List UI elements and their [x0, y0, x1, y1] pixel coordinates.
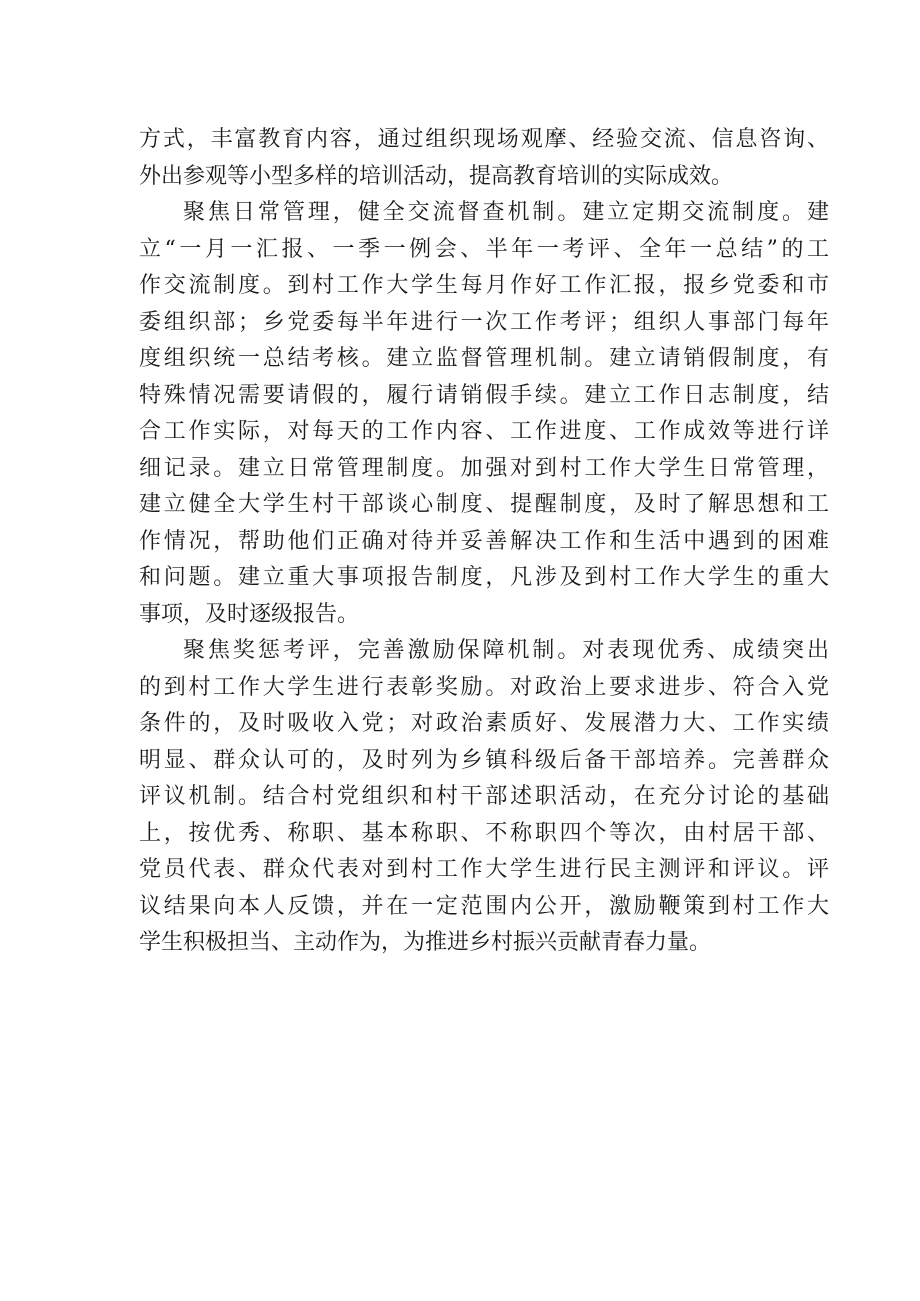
- text-line: 条件的，及时吸收入党；对政治素质好、发展潜力大、工作实绩: [139, 711, 829, 736]
- text-line: 委组织部；乡党委每半年进行一次工作考评；组织人事部门每年: [139, 309, 829, 335]
- text-line: 明显、群众认可的，及时列为乡镇科级后备干部培养。完善群众: [139, 747, 829, 773]
- text-line: 议结果向本人反馈，并在一定范围内公开，激励鞭策到村工作大: [139, 893, 829, 919]
- text-line: 党员代表、群众代表对到村工作大学生进行民主测评和评议。评: [139, 857, 829, 882]
- text-line: 建立健全大学生村干部谈心制度、提醒制度，及时了解思想和工: [139, 492, 829, 517]
- paragraph-2: [139, 195, 829, 633]
- text-line: 学生积极担当、主动作为，为推进乡村振兴贡献青春力量。: [139, 930, 712, 955]
- text-line: 和问题。建立重大事项报告制度，凡涉及到村工作大学生的重大: [139, 565, 829, 590]
- text-line: 合工作实际，对每天的工作内容、工作进度、工作成效等进行详: [139, 419, 829, 444]
- text-line: 度组织统一总结考核。建立监督管理机制。建立请销假制度，有: [139, 346, 829, 371]
- text-line: 细记录。建立日常管理制度。加强对到村工作大学生日常管理，: [139, 455, 829, 481]
- text-line: 作交流制度。到村工作大学生每月作好工作汇报，报乡党委和市: [139, 273, 829, 298]
- text-line: 立“一月一汇报、一季一例会、半年一考评、全年一总结”的工: [139, 236, 829, 262]
- text-line: 聚焦日常管理，健全交流督查机制。建立定期交流制度。建: [183, 200, 829, 225]
- text-line: 聚焦奖惩考评，完善激励保障机制。对表现优秀、成绩突出: [183, 638, 829, 663]
- text-line: 的到村工作大学生进行表彰奖励。对政治上要求进步、符合入党: [139, 674, 829, 700]
- text-line: 上，按优秀、称职、基本称职、不称职四个等次，由村居干部、: [139, 820, 829, 846]
- text-line: 方式，丰富教育内容，通过组织现场观摩、经验交流、信息咨询、: [139, 127, 829, 152]
- text-line: 事项，及时逐级报告。: [139, 601, 360, 627]
- text-line: 作情况，帮助他们正确对待并妥善解决工作和生活中遇到的困难: [139, 528, 829, 554]
- paragraph-1: [139, 122, 829, 195]
- text-line: 外出参观等小型多样的培训活动，提高教育培训的实际成效。: [139, 163, 734, 189]
- text-line: 评议机制。结合村党组织和村干部述职活动，在充分讨论的基础: [139, 784, 829, 809]
- paragraph-3: [139, 633, 829, 962]
- text-line: 特殊情况需要请假的，履行请销假手续。建立工作日志制度，结: [139, 382, 829, 408]
- document-body: [139, 122, 829, 962]
